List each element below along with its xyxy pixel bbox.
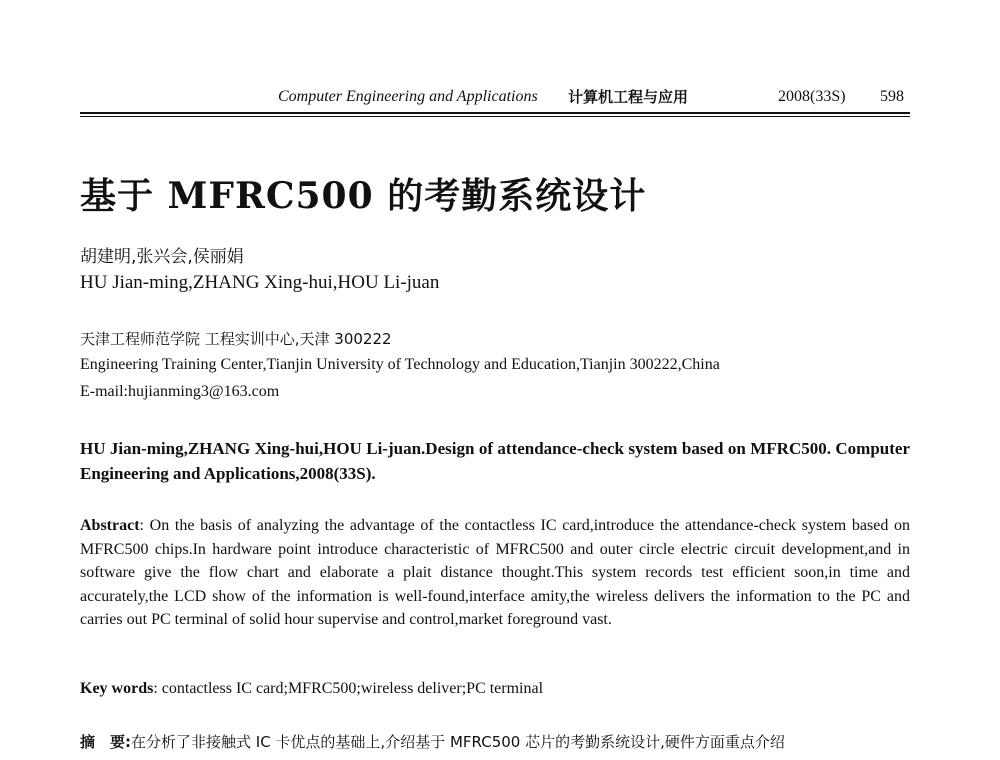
email: E-mail:hujianming3@163.com <box>80 383 280 400</box>
running-header <box>80 86 910 110</box>
authors-en: HU Jian-ming,ZHANG Xing-hui,HOU Li-juan <box>80 272 440 293</box>
abstract-cn-label: 摘 要: <box>80 733 131 751</box>
abstract-text: On the basis of analyzing the advantage of the contactless IC card,introduce the attendance-check system based on MFRC500 chips.In hardware point introduce characteristic of MFRC500 and outer circle electric circuit development,and in software give the flow chart and elaborate a plait distance thought.This system records test efficient soon,in time and accurately,the LCD show of the information is well-found,interface amity,the wireless delivers the information to the PC and carries out PC terminal of solid hour supervise and control,market foreground vast. <box>80 517 910 628</box>
page-number: 598 <box>880 88 904 105</box>
journal-name-cn: 计算机工程与应用 <box>568 88 689 106</box>
journal-name-en: Computer Engineering and Applications <box>278 88 538 105</box>
affiliation-en: Engineering Training Center,Tianjin University of Technology and Education,Tianjin 300222,China <box>80 356 720 373</box>
abstract-cn <box>80 730 910 754</box>
keywords-colon: : <box>153 680 162 697</box>
keywords <box>80 680 910 698</box>
header-rule <box>80 112 910 114</box>
abstract-label: Abstract <box>80 517 140 534</box>
abstract-colon: : <box>139 517 150 534</box>
citation: HU Jian-ming,ZHANG Xing-hui,HOU Li-juan.Design of attendance-check system based on MFRC500. Computer Engineering and Applications,2008(33S). <box>80 439 910 483</box>
keywords-text: contactless IC card;MFRC500;wireless deliver;PC terminal <box>161 680 544 697</box>
abstract-en <box>80 514 910 632</box>
header-rule-thin <box>80 116 910 117</box>
affiliation-cn: 天津工程师范学院 工程实训中心,天津 300222 <box>80 330 392 348</box>
paper-title: 基于 MFRC500 的考勤系统设计 <box>80 175 647 217</box>
keywords-label: Key words <box>80 680 154 697</box>
issue-number: 2008(33S) <box>778 88 846 105</box>
abstract-cn-text: 在分析了非接触式 IC 卡优点的基础上,介绍基于 MFRC500 芯片的考勤系统设计,硬件方面重点介绍 <box>131 733 785 751</box>
authors-cn: 胡建明,张兴会,侯丽娟 <box>80 247 244 267</box>
